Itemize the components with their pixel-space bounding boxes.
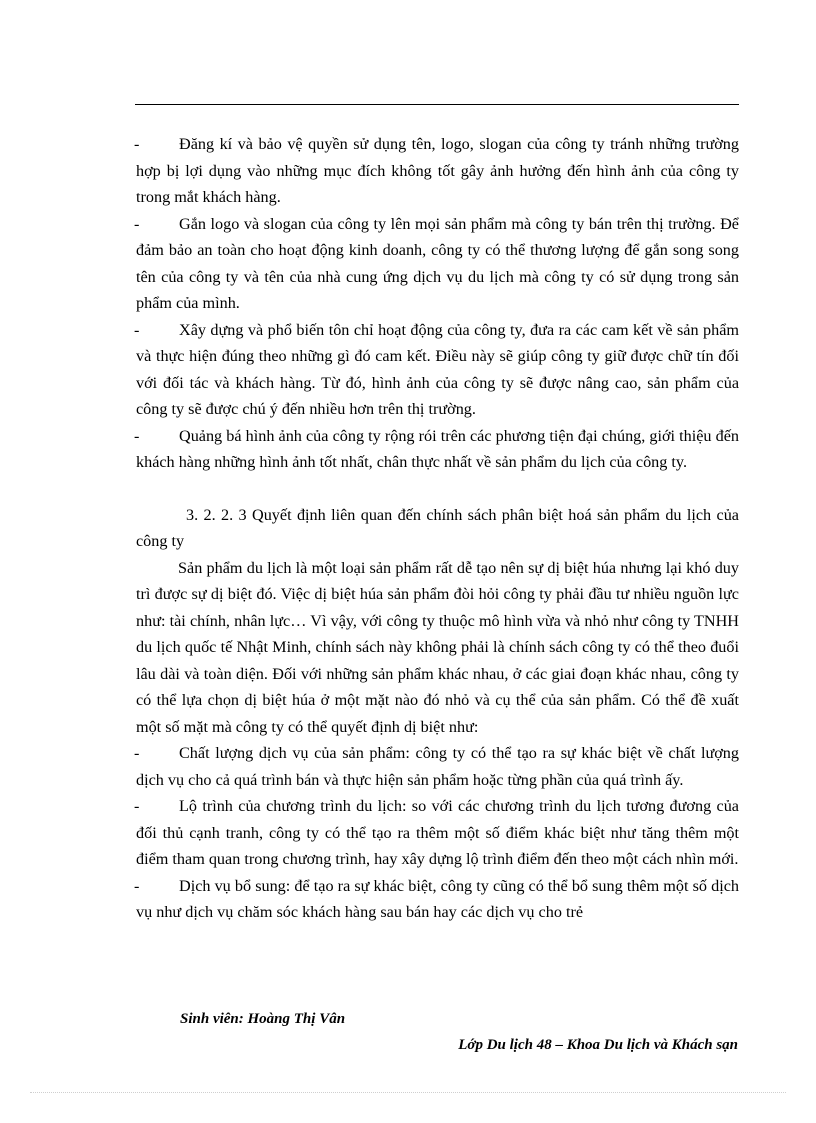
bullet-text: Gắn logo và slogan của công ty lên mọi sản phẩm mà công ty bán trên thị trường. Để đảm bảo an toàn cho hoạt động kinh doanh, công ty có thể thương lượng để gắn song song tên của công ty và tên của nhà cung ứng dịch vụ du lịch mà công ty có sử dụng trong sản phẩm của mình. — [136, 214, 739, 312]
bullet-marker: - — [134, 876, 140, 895]
bullet-marker: - — [134, 214, 140, 233]
bullet-item — [136, 211, 739, 317]
bullet-text: Xây dựng và phổ biến tôn chỉ hoạt động của công ty, đưa ra các cam kết về sản phẩm và thực hiện đúng theo những gì đó cam kết. Điều này sẽ giúp công ty giữ được chữ tín đối với đối tác và khách hàng. Từ đó, hình ảnh của công ty sẽ được nâng cao, sản phẩm của công ty sẽ được chú ý đến nhiều hơn trên thị trường. — [136, 320, 739, 418]
bullet-marker: - — [134, 426, 140, 445]
bullet-text: Quảng bá hình ảnh của công ty rộng rói trên các phương tiện đại chúng, giới thiệu đến khách hàng những hình ảnh tốt nhất, chân thực nhất về sản phẩm du lịch của công ty. — [136, 426, 739, 471]
bullet-item — [136, 423, 739, 476]
bullet-marker: - — [134, 320, 140, 339]
document-body — [136, 131, 739, 926]
bullet-item — [136, 793, 739, 873]
bullet-item — [136, 317, 739, 423]
bullet-item — [136, 740, 739, 793]
page-bottom-divider — [30, 1092, 786, 1093]
bullet-text: Đăng kí và bảo vệ quyền sử dụng tên, logo, slogan của công ty tránh những trường hợp bị lợi dụng vào những mục đích không tốt gây ảnh hưởng đến hình ảnh của công ty trong mắt khách hàng. — [136, 135, 739, 206]
footer-student-name: Sinh viên: Hoàng Thị Vân — [180, 1011, 346, 1027]
bullet-marker: - — [134, 135, 140, 153]
footer-class-info: Lớp Du lịch 48 – Khoa Du lịch và Khách sạn — [458, 1037, 738, 1053]
body-paragraph: Sản phẩm du lịch là một loại sản phẩm rất dễ tạo nên sự dị biệt húa nhưng lại khó duy trì được sự dị biệt đó. Việc dị biệt húa sản phẩm đòi hỏi công ty phải đầu tư nhiều nguồn lực như: tài chính, nhân lực… Vì vậy, với công ty thuộc mô hình vừa và nhỏ như công ty TNHH du lịch quốc tế Nhật Minh, chính sách này không phải là chính sách công ty có thể theo đuổi lâu dài và toàn diện. Đối với những sản phẩm khác nhau, ở các giai đoạn khác nhau, công ty có thể lựa chọn dị biệt húa ở một mặt nào đó nhỏ và cụ thể của sản phẩm. Có thể đề xuất một số mặt mà công ty có thể quyết định dị biệt như: — [136, 558, 739, 736]
bullet-marker: - — [134, 797, 140, 815]
bullet-text: Chất lượng dịch vụ của sản phẩm: công ty có thể tạo ra sự khác biệt về chất lượng dịch vụ cho cả quá trình bán và thực hiện sản phẩm hoặc từng phần của quá trình ấy. — [136, 744, 739, 789]
bullet-item — [136, 131, 739, 211]
bullet-text: Dịch vụ bổ sung: để tạo ra sự khác biệt, công ty cũng có thể bổ sung thêm một số dịch vụ như dịch vụ chăm sóc khách hàng sau bán hay các dịch vụ cho trẻ — [136, 876, 739, 921]
bullet-marker: - — [134, 744, 140, 762]
bullet-item — [136, 873, 739, 926]
section-heading: 3. 2. 2. 3 Quyết định liên quan đến chính sách phân biệt hoá sản phẩm du lịch của công ty — [136, 505, 739, 550]
header-rule — [135, 104, 739, 105]
bullet-text: Lộ trình của chương trình du lịch: so với các chương trình du lịch tương đương của đối thủ cạnh tranh, công ty có thể tạo ra thêm một số điểm khác biệt như tăng thêm một điểm tham quan trong chương trình, hay xây dựng lộ trình điểm đến theo một cách nhìn mới. — [136, 797, 739, 868]
